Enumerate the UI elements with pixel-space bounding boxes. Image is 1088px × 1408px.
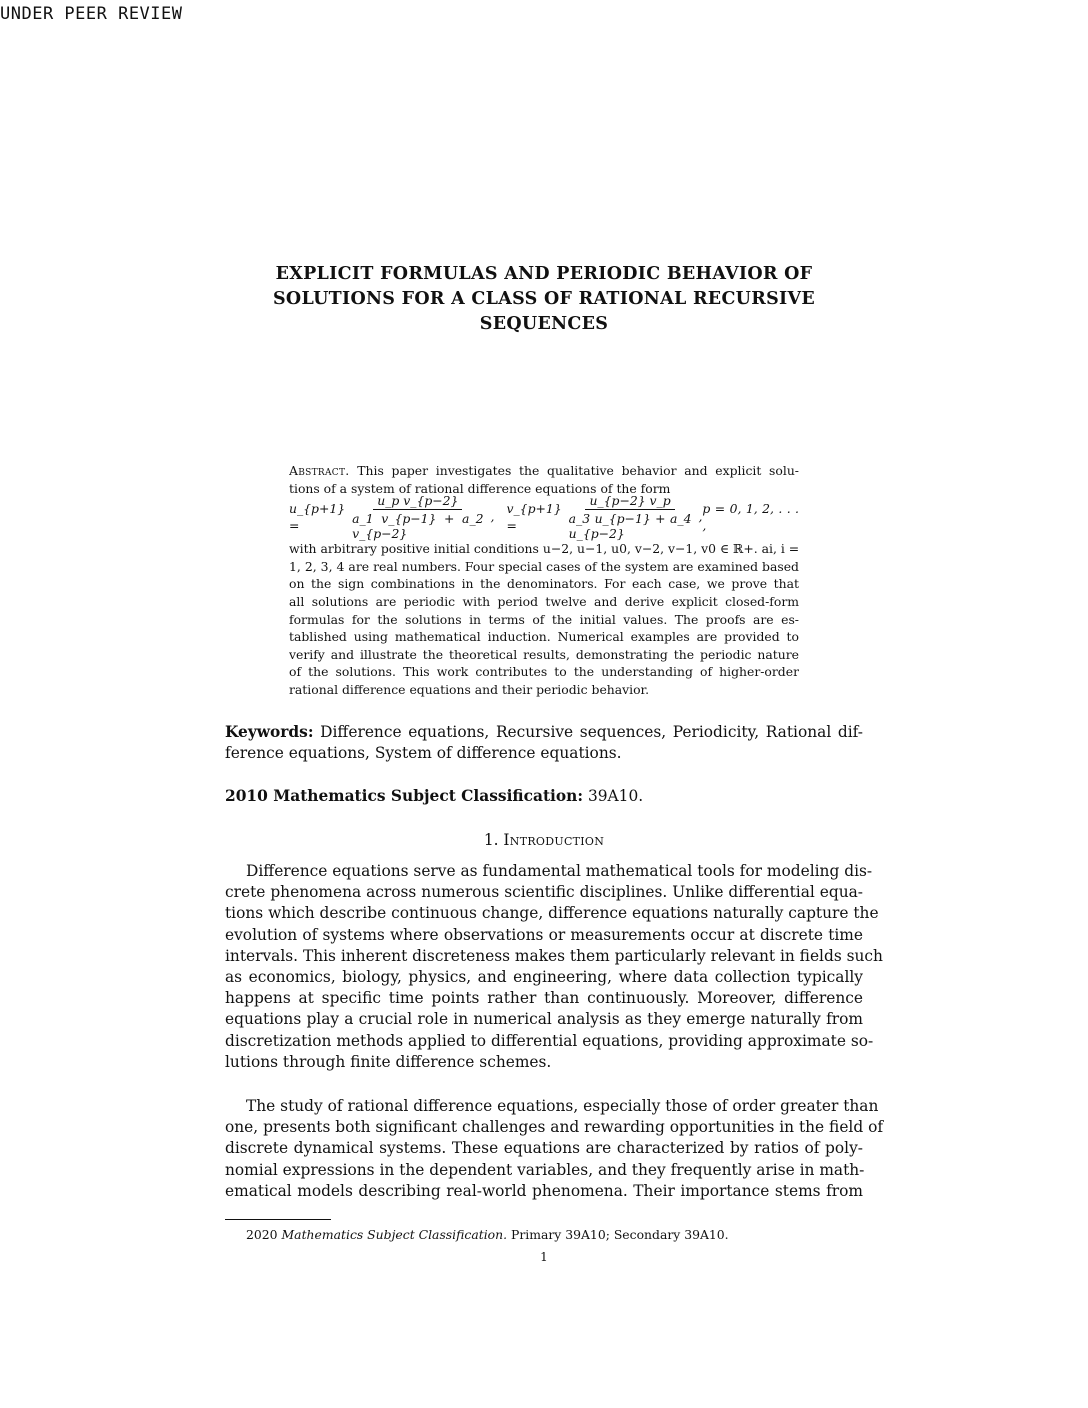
abstract-line: formulas for the solutions in terms of the initial values. The proofs are es- — [289, 611, 799, 627]
keywords-text: Difference equations, Recursive sequences, Periodicity, Rational dif- — [320, 723, 863, 741]
keywords — [225, 722, 863, 764]
msc-value: 39A10. — [587, 787, 644, 805]
formula-lhs-v: v_{p+1} = — [506, 500, 562, 534]
paragraph-1 — [225, 861, 883, 1073]
paragraph-line: ematical models describing real-world phenomena. Their importance stems from — [225, 1181, 863, 1200]
formula-lhs-u: u_{p+1} = — [289, 500, 346, 534]
paper-title — [240, 262, 848, 337]
msc-line — [225, 786, 863, 807]
formula-range: p = 0, 1, 2, . . . , — [702, 500, 799, 534]
fraction-v — [565, 493, 696, 541]
footnote — [246, 1227, 729, 1242]
abstract-line: tablished using mathematical induction. Numerical examples are provided to — [289, 629, 799, 645]
abstract-line — [289, 462, 799, 480]
footnote-rule — [225, 1219, 331, 1220]
abstract-line: on the sign combinations in the denominators. For each case, we prove that — [289, 576, 799, 592]
paragraph-line: crete phenomena across numerous scientific disciplines. Unlike differential equa- — [225, 883, 863, 902]
abstract — [289, 462, 799, 699]
abstract-text: This paper investigates the qualitative behavior and explicit solu- — [357, 463, 799, 478]
system-formula: u_{p+1} = $\frac{\text{u\_p v\_\{p−2\}}}{a\_1 v\_\{p-1\} + a\_2 v\_\{p-2\}}$ , v_{p+1} = $\frac{u\_\{p-2\} v\_p}{a\_3 u\_\{p-1\} + a\_4 u\_\{p-2\}}$ , p = 0, 1, 2, . . . , — [289, 493, 799, 542]
abstract-label: Abstract. — [289, 463, 350, 478]
fraction-v-denominator: a_3 u_{p−1} + a_4 u_{p−2} — [568, 511, 692, 542]
paragraph-line: intervals. This inherent discreteness makes them particularly relevant in fields such — [225, 946, 883, 965]
fraction-u — [348, 493, 487, 541]
footnote-year: 2020 — [246, 1227, 278, 1242]
title-line: SOLUTIONS FOR A CLASS OF RATIONAL RECURSIVE — [272, 289, 816, 309]
paragraph-line: happens at specific time points rather than continuously. Moreover, difference — [225, 989, 863, 1008]
fraction-v-numerator: u_{p−2} v_p — [585, 493, 674, 510]
fraction-u-denominator: a_1 v_{p−1} + a_2 v_{p−2} — [352, 511, 484, 542]
abstract-line: tions of a system of rational difference equations of the form — [289, 480, 671, 496]
footnote-text: Primary 39A10; Secondary 39A10. — [511, 1227, 729, 1242]
keywords-line — [225, 722, 863, 743]
paragraph-line: evolution of systems where observations or measurements occur at discrete time — [225, 925, 863, 944]
keywords-label: Keywords: — [225, 723, 314, 741]
msc-classification — [225, 786, 863, 807]
abstract-line: verify and illustrate the theoretical results, demonstrating the periodic nature — [289, 646, 799, 662]
paragraph-line: tions which describe continuous change, difference equations naturally capture the — [225, 904, 879, 923]
paragraph-line: discretization methods applied to differential equations, providing approximate so- — [225, 1031, 874, 1050]
paragraph-2 — [225, 1096, 884, 1202]
paragraph-line: discrete dynamical systems. These equations are characterized by ratios of poly- — [225, 1139, 863, 1158]
msc-label: 2010 Mathematics Subject Classification: — [225, 787, 584, 805]
abstract-line: with arbitrary positive initial conditions u−2, u−1, u0, v−2, v−1, v0 ∈ ℝ+. ai, i = — [289, 541, 799, 557]
paragraph-line: Difference equations serve as fundamental mathematical tools for modeling dis- — [246, 862, 873, 880]
section-number: 1. — [483, 831, 499, 849]
abstract-line: rational difference equations and their periodic behavior. — [289, 681, 650, 697]
title-line: SEQUENCES — [479, 314, 609, 334]
paragraph-line: one, presents both significant challenges and rewarding opportunities in the field of — [225, 1118, 884, 1137]
watermark: UNDER PEER REVIEW — [0, 4, 183, 24]
footnote-label: Mathematics Subject Classification. — [281, 1227, 508, 1242]
paragraph-line: equations play a crucial role in numerical analysis as they emerge naturally from — [225, 1010, 863, 1029]
paragraph-line: lutions through finite difference schemes. — [225, 1052, 552, 1071]
title-line: EXPLICIT FORMULAS AND PERIODIC BEHAVIOR OF — [275, 264, 813, 284]
abstract-line: all solutions are periodic with period twelve and derive explicit closed-form — [289, 593, 799, 609]
section-heading — [225, 831, 863, 849]
keywords-line: ference equations, System of difference equations. — [225, 744, 622, 763]
fraction-u-numerator: u_p v_{p−2} — [373, 493, 462, 510]
paragraph-line: The study of rational difference equations, especially those of order greater than — [246, 1097, 879, 1115]
abstract-line: of the solutions. This work contributes to the understanding of higher-order — [289, 664, 799, 680]
section-title: Introduction — [503, 831, 605, 849]
abstract-line: 1, 2, 3, 4 are real numbers. Four special cases of the system are examined based — [289, 558, 799, 574]
page-number: 1 — [540, 1250, 548, 1264]
paragraph-line: nomial expressions in the dependent variables, and they frequently arise in math- — [225, 1160, 865, 1179]
paragraph-line: as economics, biology, physics, and engineering, where data collection typically — [225, 968, 863, 987]
